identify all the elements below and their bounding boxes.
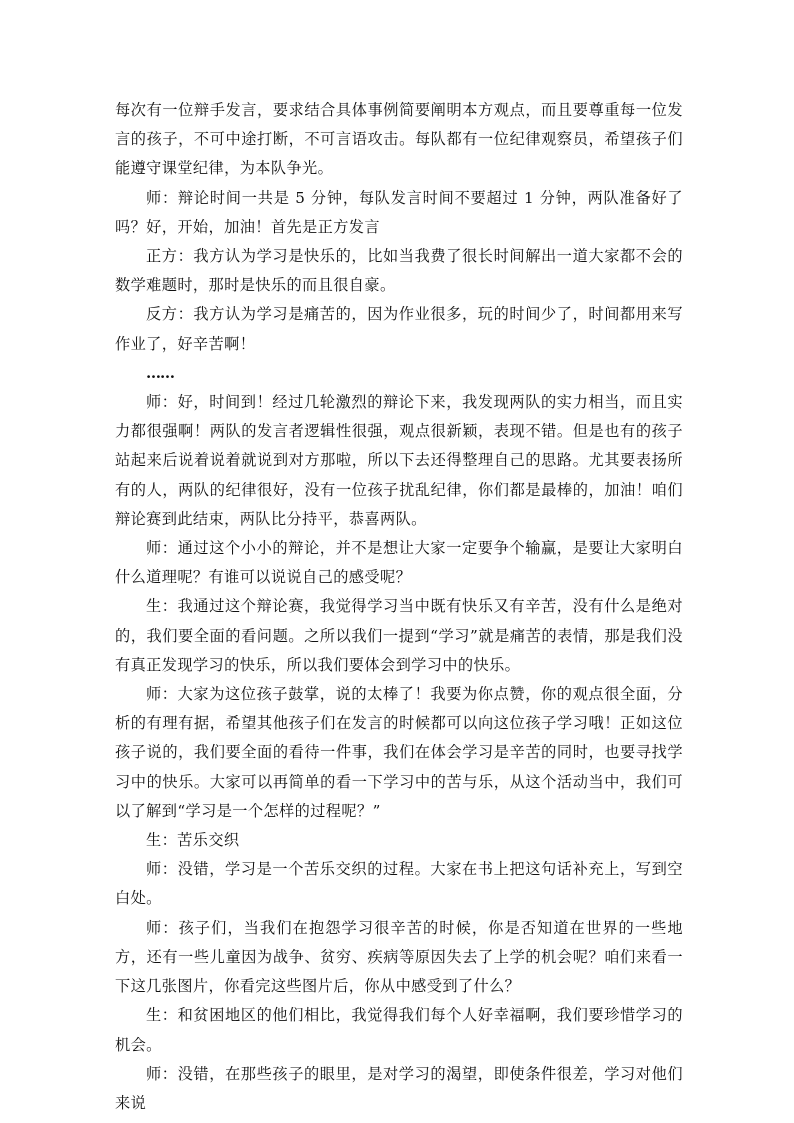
document-body	[115, 96, 683, 1118]
paragraph-teacher-question: 师：通过这个小小的辩论，并不是想让大家一定要争个输赢，是要让大家明白什么道理呢？有谁可以说说自己的感受呢？	[115, 539, 683, 587]
paragraph-teacher-time-up: 师：好，时间到！经过几轮激烈的辩论下来，我发现两队的实力相当，而且实力都很强啊！两队的发言者逻辑性很强，观点很新颖，表现不错。但是也有的孩子站起来后说着说着就说到对方那啦，所以下去还得整理自己的思路。尤其要表扬所有的人，两队的纪律很好，没有一位孩子扰乱纪律，你们都是最棒的，加油！咱们辩论赛到此结束，两队比分持平，恭喜两队。	[115, 393, 683, 528]
paragraph-affirmative-side: 正方：我方认为学习是快乐的，比如当我费了很长时间解出一道大家都不会的数学难题时，那时是快乐的而且很自豪。	[115, 247, 683, 295]
paragraph-teacher-pictures: 师：孩子们，当我们在抱怨学习很辛苦的时候，你是否知道在世界的一些地方，还有一些儿童因为战争、贫穷、疾病等原因失去了上学的机会呢？咱们来看一下这几张图片，你看完这些图片后，你从中感受到了什么？	[115, 918, 683, 996]
paragraph-teacher-conclusion: 师：没错，在那些孩子的眼里，是对学习的渴望，即使条件很差，学习对他们来说	[115, 1064, 683, 1112]
paragraph-teacher-praise: 师：大家为这位孩子鼓掌，说的太棒了！我要为你点赞，你的观点很全面，分析的有理有据，希望其他孩子们在发言的时候都可以向这位孩子学习哦！正如这位孩子说的，我们要全面的看待一件事，我们在体会学习是辛苦的同时，也要寻找学习中的快乐。大家可以再简单的看一下学习中的苦与乐，从这个活动当中，我们可以了解到“学习是一个怎样的过程呢？”	[115, 685, 683, 820]
paragraph-teacher-debate-start: 师：辩论时间一共是 5 分钟，每队发言时间不要超过 1 分钟，两队准备好了吗？好，开始，加油！首先是正方发言	[115, 188, 683, 236]
paragraph-debate-rules: 每次有一位辩手发言，要求结合具体事例简要阐明本方观点，而且要尊重每一位发言的孩子，不可中途打断，不可言语攻击。每队都有一位纪律观察员，希望孩子们能遵守课堂纪律，为本队争光。	[115, 101, 683, 178]
paragraph-student-reflection: 生：我通过这个辩论赛，我觉得学习当中既有快乐又有辛苦，没有什么是绝对的，我们要全面的看问题。之所以我们一提到“学习”就是痛苦的表情，那是我们没有真正发现学习的快乐，所以我们要体会到学习中的快乐。	[115, 597, 683, 674]
paragraph-negative-side: 反方：我方认为学习是痛苦的，因为作业很多，玩的时间少了，时间都用来写作业了，好辛苦啊！	[115, 305, 683, 353]
paragraph-student-answer: 生：苦乐交织	[146, 831, 240, 850]
paragraph-student-feeling: 生：和贫困地区的他们相比，我觉得我们每个人好幸福啊，我们要珍惜学习的机会。	[115, 1006, 683, 1054]
ellipsis-separator: ……	[146, 363, 174, 382]
paragraph-teacher-confirm: 师：没错，学习是一个苦乐交织的过程。大家在书上把这句话补充上，写到空白处。	[115, 860, 683, 908]
